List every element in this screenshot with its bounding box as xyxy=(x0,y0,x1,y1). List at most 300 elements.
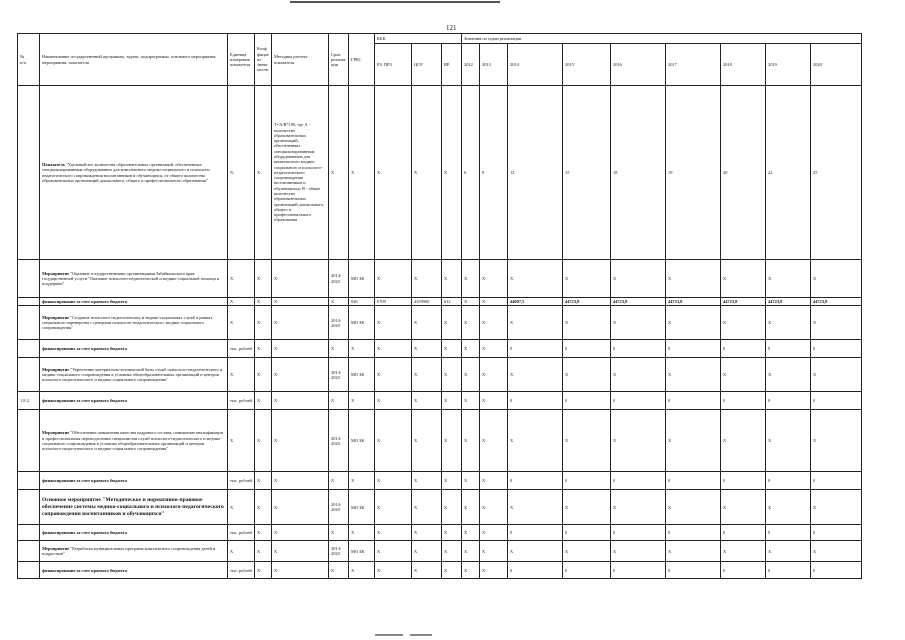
row-name xyxy=(40,541,228,562)
row-value: X xyxy=(611,306,666,340)
row-kbk: X xyxy=(412,525,442,541)
row-value: 0 xyxy=(563,472,611,490)
row-value: X xyxy=(611,410,666,472)
row-value: 0 xyxy=(563,340,611,358)
row-value: X xyxy=(462,260,480,298)
row-value: 0 xyxy=(611,472,666,490)
row-label: Мероприятие xyxy=(42,366,70,372)
row-num xyxy=(18,472,40,490)
row-value: 44007,5 xyxy=(508,298,563,306)
row-kbk: X xyxy=(375,260,412,298)
row-value: 8 xyxy=(480,86,508,260)
row-kbk: X xyxy=(412,260,442,298)
row-value: 0 xyxy=(563,562,611,579)
row-value: X xyxy=(563,358,611,392)
row-grbs: МО ЗК xyxy=(349,306,375,340)
header-kbk-vr: ВР xyxy=(442,44,462,86)
row-value: 12 xyxy=(508,86,563,260)
row-coef: X xyxy=(255,472,272,490)
header-year: 2018 xyxy=(721,44,766,86)
row-name xyxy=(40,260,228,298)
header-grbs: ГРБС xyxy=(349,34,375,86)
row-method: Т=А/В*100, где А - количество образовательных организаций, обеспеченных специализированным оборудованием для комплексного медико-социального и психолого-педагогического сопровождения воспитанников и обучающихся; В - общее количество образовательных организаций дошкольного, общего и профессионального образования xyxy=(272,86,329,260)
row-value: 0 xyxy=(811,525,862,541)
row-value: 0 xyxy=(721,340,766,358)
row-value: 0 xyxy=(766,472,811,490)
row-kbk-csr: X xyxy=(412,86,442,260)
row-value: 0 xyxy=(766,525,811,541)
row-term: 2014-2020 xyxy=(329,410,349,472)
row-value: X xyxy=(811,490,862,525)
row-value: X xyxy=(563,490,611,525)
row-num xyxy=(18,86,40,260)
row-value: X xyxy=(611,541,666,562)
row-kbk: X xyxy=(375,472,412,490)
table-row xyxy=(18,340,862,358)
row-value: X xyxy=(480,358,508,392)
row-num: 1.8.2. xyxy=(18,392,40,410)
row-unit: % xyxy=(228,86,255,260)
header-year: 2019 xyxy=(766,44,811,86)
row-grbs: X xyxy=(349,86,375,260)
row-name xyxy=(40,358,228,392)
row-value: X xyxy=(811,541,862,562)
row-unit: X xyxy=(228,410,255,472)
row-kbk: X xyxy=(375,358,412,392)
row-label: финансирование за счет краевого бюджета xyxy=(42,346,127,352)
bottom-mark xyxy=(410,634,432,636)
row-kbk-rz: X xyxy=(375,86,412,260)
row-value: X xyxy=(721,541,766,562)
row-coef: X xyxy=(255,490,272,525)
row-coef: X xyxy=(255,260,272,298)
row-value: X xyxy=(766,541,811,562)
row-value: X xyxy=(508,410,563,472)
row-term: 2014-2020 xyxy=(329,306,349,340)
row-term: 2014-2020 xyxy=(329,260,349,298)
row-value: X xyxy=(611,358,666,392)
row-value: X xyxy=(462,472,480,490)
row-kbk: X xyxy=(375,490,412,525)
row-value: X xyxy=(462,562,480,579)
row-coef: X xyxy=(255,525,272,541)
row-kbk: 4359900 xyxy=(412,298,442,306)
row-method: X xyxy=(272,562,329,579)
row-kbk: X xyxy=(375,562,412,579)
row-label: Мероприятие xyxy=(42,270,70,276)
row-value: X xyxy=(462,358,480,392)
row-method: X xyxy=(272,260,329,298)
row-grbs: МО ЗК xyxy=(349,490,375,525)
row-value: X xyxy=(462,306,480,340)
row-coef: X xyxy=(255,392,272,410)
header-year: 2020 xyxy=(811,44,862,86)
row-method: X xyxy=(272,525,329,541)
row-method: X xyxy=(272,358,329,392)
row-method: X xyxy=(272,541,329,562)
row-coef: X xyxy=(255,86,272,260)
row-name xyxy=(40,525,228,541)
row-value: X xyxy=(611,490,666,525)
row-method: X xyxy=(272,490,329,525)
row-term: 2014-2020 xyxy=(329,490,349,525)
row-description: "Оказание государственными организациями Забайкальского края государственной услуги "Оказание психолого-педагогической и медико-социальной помощи и поддержки" xyxy=(42,270,220,287)
row-unit: X xyxy=(228,260,255,298)
row-value: X xyxy=(766,490,811,525)
row-num xyxy=(18,298,40,306)
row-term: 2014-2020 xyxy=(329,541,349,562)
row-value: X xyxy=(480,562,508,579)
row-grbs: МО ЗК xyxy=(349,541,375,562)
row-kbk: X xyxy=(442,490,462,525)
row-value: 44723,8 xyxy=(721,298,766,306)
row-value: 0 xyxy=(563,392,611,410)
row-name xyxy=(40,472,228,490)
header-kbk-rz: РЗ, ПРЗ xyxy=(375,44,412,86)
header-coef: Коэффициент значимости xyxy=(255,34,272,86)
table-row xyxy=(18,260,862,298)
row-kbk: X xyxy=(442,472,462,490)
row-kbk: X xyxy=(412,392,442,410)
row-kbk: X xyxy=(442,340,462,358)
row-value: 0 xyxy=(666,472,721,490)
row-value: X xyxy=(766,410,811,472)
row-method: X xyxy=(272,392,329,410)
row-kbk: X xyxy=(442,562,462,579)
row-kbk: 612 xyxy=(442,298,462,306)
row-value: 44723,8 xyxy=(766,298,811,306)
row-value: 44723,8 xyxy=(563,298,611,306)
row-value: X xyxy=(563,541,611,562)
row-label: Основное мероприятие "Методическое и нормативно-правовое обеспечение системы медико-социального и психолого-педагогического сопровождения воспитанников и обучающихся" xyxy=(42,497,224,517)
row-unit: тыс. рублей xyxy=(228,472,255,490)
row-value: X xyxy=(666,260,721,298)
row-value: 0 xyxy=(666,562,721,579)
row-value: X xyxy=(666,358,721,392)
row-value: X xyxy=(462,392,480,410)
row-value: 44723,8 xyxy=(666,298,721,306)
row-value: 0 xyxy=(721,472,766,490)
row-value: X xyxy=(766,358,811,392)
row-num xyxy=(18,340,40,358)
row-kbk: X xyxy=(442,260,462,298)
row-value: X xyxy=(462,410,480,472)
row-name xyxy=(40,562,228,579)
row-kbk: X xyxy=(412,562,442,579)
row-num xyxy=(18,525,40,541)
row-value: 0 xyxy=(508,525,563,541)
row-grbs: X xyxy=(349,562,375,579)
indicator-row xyxy=(18,86,862,260)
row-kbk: X xyxy=(442,541,462,562)
row-value: X xyxy=(480,260,508,298)
row-value: X xyxy=(462,340,480,358)
bottom-mark xyxy=(375,634,403,636)
row-kbk: X xyxy=(412,410,442,472)
row-num xyxy=(18,562,40,579)
row-grbs: 026 xyxy=(349,298,375,306)
table-row xyxy=(18,358,862,392)
table-body xyxy=(18,86,862,579)
row-kbk: X xyxy=(442,358,462,392)
header-unit: Единица измерения показателя xyxy=(228,34,255,86)
header-term: Срок реализации xyxy=(329,34,349,86)
row-value: X xyxy=(721,260,766,298)
program-table xyxy=(17,33,862,579)
row-label: финансирование за счет краевого бюджета xyxy=(42,299,127,304)
row-kbk: X xyxy=(375,306,412,340)
table-row xyxy=(18,306,862,340)
row-value: X xyxy=(611,260,666,298)
header-kbk-csr: ЦСР xyxy=(412,44,442,86)
header-year: 2016 xyxy=(611,44,666,86)
row-label: Мероприятие xyxy=(42,546,70,551)
row-value: X xyxy=(721,410,766,472)
row-value: X xyxy=(480,340,508,358)
row-kbk: X xyxy=(375,340,412,358)
row-name xyxy=(40,306,228,340)
row-kbk-vr: X xyxy=(442,86,462,260)
row-value: X xyxy=(563,260,611,298)
row-value: X xyxy=(721,306,766,340)
row-name xyxy=(40,392,228,410)
row-value: 0 xyxy=(611,525,666,541)
row-value: 22 xyxy=(766,86,811,260)
row-value: 0 xyxy=(766,392,811,410)
row-kbk: X xyxy=(412,358,442,392)
row-kbk: X xyxy=(412,472,442,490)
row-value: 0 xyxy=(811,562,862,579)
row-coef: X xyxy=(255,541,272,562)
row-unit: X xyxy=(228,490,255,525)
row-term: X xyxy=(329,340,349,358)
row-value: X xyxy=(766,260,811,298)
row-value: X xyxy=(480,410,508,472)
row-grbs: X xyxy=(349,525,375,541)
row-unit: тыс. рублей xyxy=(228,392,255,410)
row-value: 44723,8 xyxy=(811,298,862,306)
row-kbk: X xyxy=(442,410,462,472)
row-value: X xyxy=(666,490,721,525)
row-value: X xyxy=(666,410,721,472)
row-value: X xyxy=(462,298,480,306)
row-coef: X xyxy=(255,358,272,392)
row-value: X xyxy=(666,306,721,340)
row-term: X xyxy=(329,392,349,410)
row-value: X xyxy=(508,358,563,392)
row-num xyxy=(18,541,40,562)
row-grbs: X xyxy=(349,472,375,490)
row-num xyxy=(18,358,40,392)
row-value: 20 xyxy=(721,86,766,260)
table-row xyxy=(18,541,862,562)
row-unit: тыс. рублей xyxy=(228,340,255,358)
row-kbk: X xyxy=(412,306,442,340)
row-value: 0 xyxy=(811,472,862,490)
row-value: X xyxy=(462,490,480,525)
row-term: X xyxy=(329,298,349,306)
row-unit: тыс. рублей xyxy=(228,525,255,541)
row-value: X xyxy=(508,490,563,525)
row-label: Мероприятие xyxy=(42,314,70,320)
row-value: 6 xyxy=(462,86,480,260)
row-value: 0 xyxy=(611,340,666,358)
row-num xyxy=(18,260,40,298)
row-kbk: X xyxy=(375,525,412,541)
row-value: 0 xyxy=(508,392,563,410)
row-label: финансирование за счет краевого бюджета xyxy=(42,478,127,484)
row-value: 15 xyxy=(563,86,611,260)
table-row xyxy=(18,298,862,306)
row-label: финансирование за счет краевого бюджета xyxy=(42,530,127,536)
row-grbs: X xyxy=(349,392,375,410)
row-term: X xyxy=(329,472,349,490)
row-description: "Укрепление материально-технической базы служб психолого-педагогического и медико-социального сопровождения в условиях общеобразовательных организаций и центров психолого-педагогического и медико-социального сопровождения" xyxy=(42,366,223,383)
header-values-title: Значения по годам реализации xyxy=(462,34,862,44)
table-row xyxy=(18,410,862,472)
row-value: X xyxy=(766,306,811,340)
row-value: X xyxy=(480,472,508,490)
row-unit: X xyxy=(228,541,255,562)
row-grbs: МО ЗК xyxy=(349,410,375,472)
header-year: 2014 xyxy=(508,44,563,86)
row-coef: X xyxy=(255,562,272,579)
header-num: № п/п xyxy=(18,34,40,86)
table-row xyxy=(18,472,862,490)
row-num xyxy=(18,490,40,525)
row-value: X xyxy=(563,410,611,472)
table-row xyxy=(18,562,862,579)
header-year: 2012 xyxy=(462,44,480,86)
row-term: X xyxy=(329,525,349,541)
row-kbk: X xyxy=(375,392,412,410)
row-value: X xyxy=(811,410,862,472)
row-method: X xyxy=(272,410,329,472)
row-unit: X xyxy=(228,358,255,392)
row-value: 0 xyxy=(811,392,862,410)
row-name: Показатель "Удельный вес количества образовательных организаций, обеспеченных специализированным оборудованием для комплексного медико-социального и психолого-педагогического сопровождения воспитанников и обучающихся, от общего количества образовательных организаций дошкольного, общего и профессионального образования" xyxy=(40,86,228,260)
row-value: X xyxy=(811,306,862,340)
row-value: 0 xyxy=(611,562,666,579)
page-number: 121 xyxy=(446,24,457,32)
row-kbk: X xyxy=(412,490,442,525)
row-value: 0 xyxy=(811,340,862,358)
row-value: X xyxy=(721,490,766,525)
row-value: X xyxy=(480,298,508,306)
row-value: 25 xyxy=(811,86,862,260)
row-value: 0 xyxy=(666,525,721,541)
row-value: X xyxy=(666,541,721,562)
row-kbk: 0709 xyxy=(375,298,412,306)
row-value: 18 xyxy=(611,86,666,260)
row-coef: X xyxy=(255,410,272,472)
row-kbk: X xyxy=(375,410,412,472)
row-value: X xyxy=(563,306,611,340)
header-kbk: КБК xyxy=(375,34,462,44)
header-name: Наименование государственной программы, задачи, подпрограммы, основного мероприятия, мероприятия, показателя xyxy=(40,34,228,86)
row-description: "Разработка муниципальных программ комплексного сопровождения детей и подростков" xyxy=(42,546,216,557)
row-unit: X xyxy=(228,306,255,340)
row-method: X xyxy=(272,340,329,358)
row-value: X xyxy=(462,525,480,541)
row-name xyxy=(40,490,228,525)
header-year: 2015 xyxy=(563,44,611,86)
row-method: X xyxy=(272,298,329,306)
row-description: "Создание психолого-педагогических и медико-социальных служб в рамках социального партнерства с центрами психолого-педагогического, медико-социального сопровождения" xyxy=(42,314,213,331)
row-value: 0 xyxy=(721,392,766,410)
row-kbk: X xyxy=(442,306,462,340)
header-method: Методика расчета показателя xyxy=(272,34,329,86)
row-num xyxy=(18,306,40,340)
row-description: "Обеспечение повышения качества кадрового состава, повышение квалификации и профессиональная переподготовка специалистов служб психолого-педагогического и медико-социального сопровождения в условиях общеобразовательных организаций и центров психолого-педагогического и медико-социального сопровождения" xyxy=(42,430,223,452)
row-value: X xyxy=(480,306,508,340)
header-year: 2013 xyxy=(480,44,508,86)
row-value: X xyxy=(480,525,508,541)
row-value: 44723,8 xyxy=(611,298,666,306)
row-name xyxy=(40,410,228,472)
row-num xyxy=(18,410,40,472)
table-row xyxy=(18,490,862,525)
row-value: 0 xyxy=(563,525,611,541)
table-header xyxy=(18,34,862,86)
row-kbk: X xyxy=(412,340,442,358)
table-row xyxy=(18,392,862,410)
row-value: 0 xyxy=(666,340,721,358)
row-kbk: X xyxy=(375,541,412,562)
table-row xyxy=(18,525,862,541)
row-value: 0 xyxy=(721,525,766,541)
row-kbk: X xyxy=(412,541,442,562)
row-coef: X xyxy=(255,340,272,358)
row-name xyxy=(40,340,228,358)
row-kbk: X xyxy=(442,525,462,541)
row-kbk: X xyxy=(442,392,462,410)
row-label: финансирование за счет краевого бюджета xyxy=(42,567,127,573)
row-value: X xyxy=(480,541,508,562)
row-value: X xyxy=(721,358,766,392)
row-term: X xyxy=(329,562,349,579)
row-value: X xyxy=(811,260,862,298)
row-coef: X xyxy=(255,298,272,306)
row-grbs: МО ЗК xyxy=(349,358,375,392)
row-value: X xyxy=(508,260,563,298)
row-value: X xyxy=(508,541,563,562)
row-grbs: X xyxy=(349,340,375,358)
header-year: 2017 xyxy=(666,44,721,86)
row-value: 0 xyxy=(766,340,811,358)
row-value: X xyxy=(462,541,480,562)
row-method: X xyxy=(272,306,329,340)
row-term: X xyxy=(329,86,349,260)
row-coef: X xyxy=(255,306,272,340)
row-label: финансирование за счет краевого бюджета xyxy=(42,398,127,404)
row-value: 0 xyxy=(721,562,766,579)
row-value: 0 xyxy=(508,472,563,490)
row-value: 0 xyxy=(666,392,721,410)
row-grbs: МО ЗК xyxy=(349,260,375,298)
row-value: 0 xyxy=(508,340,563,358)
row-value: 0 xyxy=(611,392,666,410)
row-value: 0 xyxy=(766,562,811,579)
row-label: Мероприятие xyxy=(42,430,70,436)
row-term: 2014-2020 xyxy=(329,358,349,392)
row-value: X xyxy=(480,392,508,410)
row-value: X xyxy=(480,490,508,525)
row-name xyxy=(40,298,228,306)
row-value: X xyxy=(811,358,862,392)
row-unit: тыс. рублей xyxy=(228,562,255,579)
row-unit: X xyxy=(228,298,255,306)
